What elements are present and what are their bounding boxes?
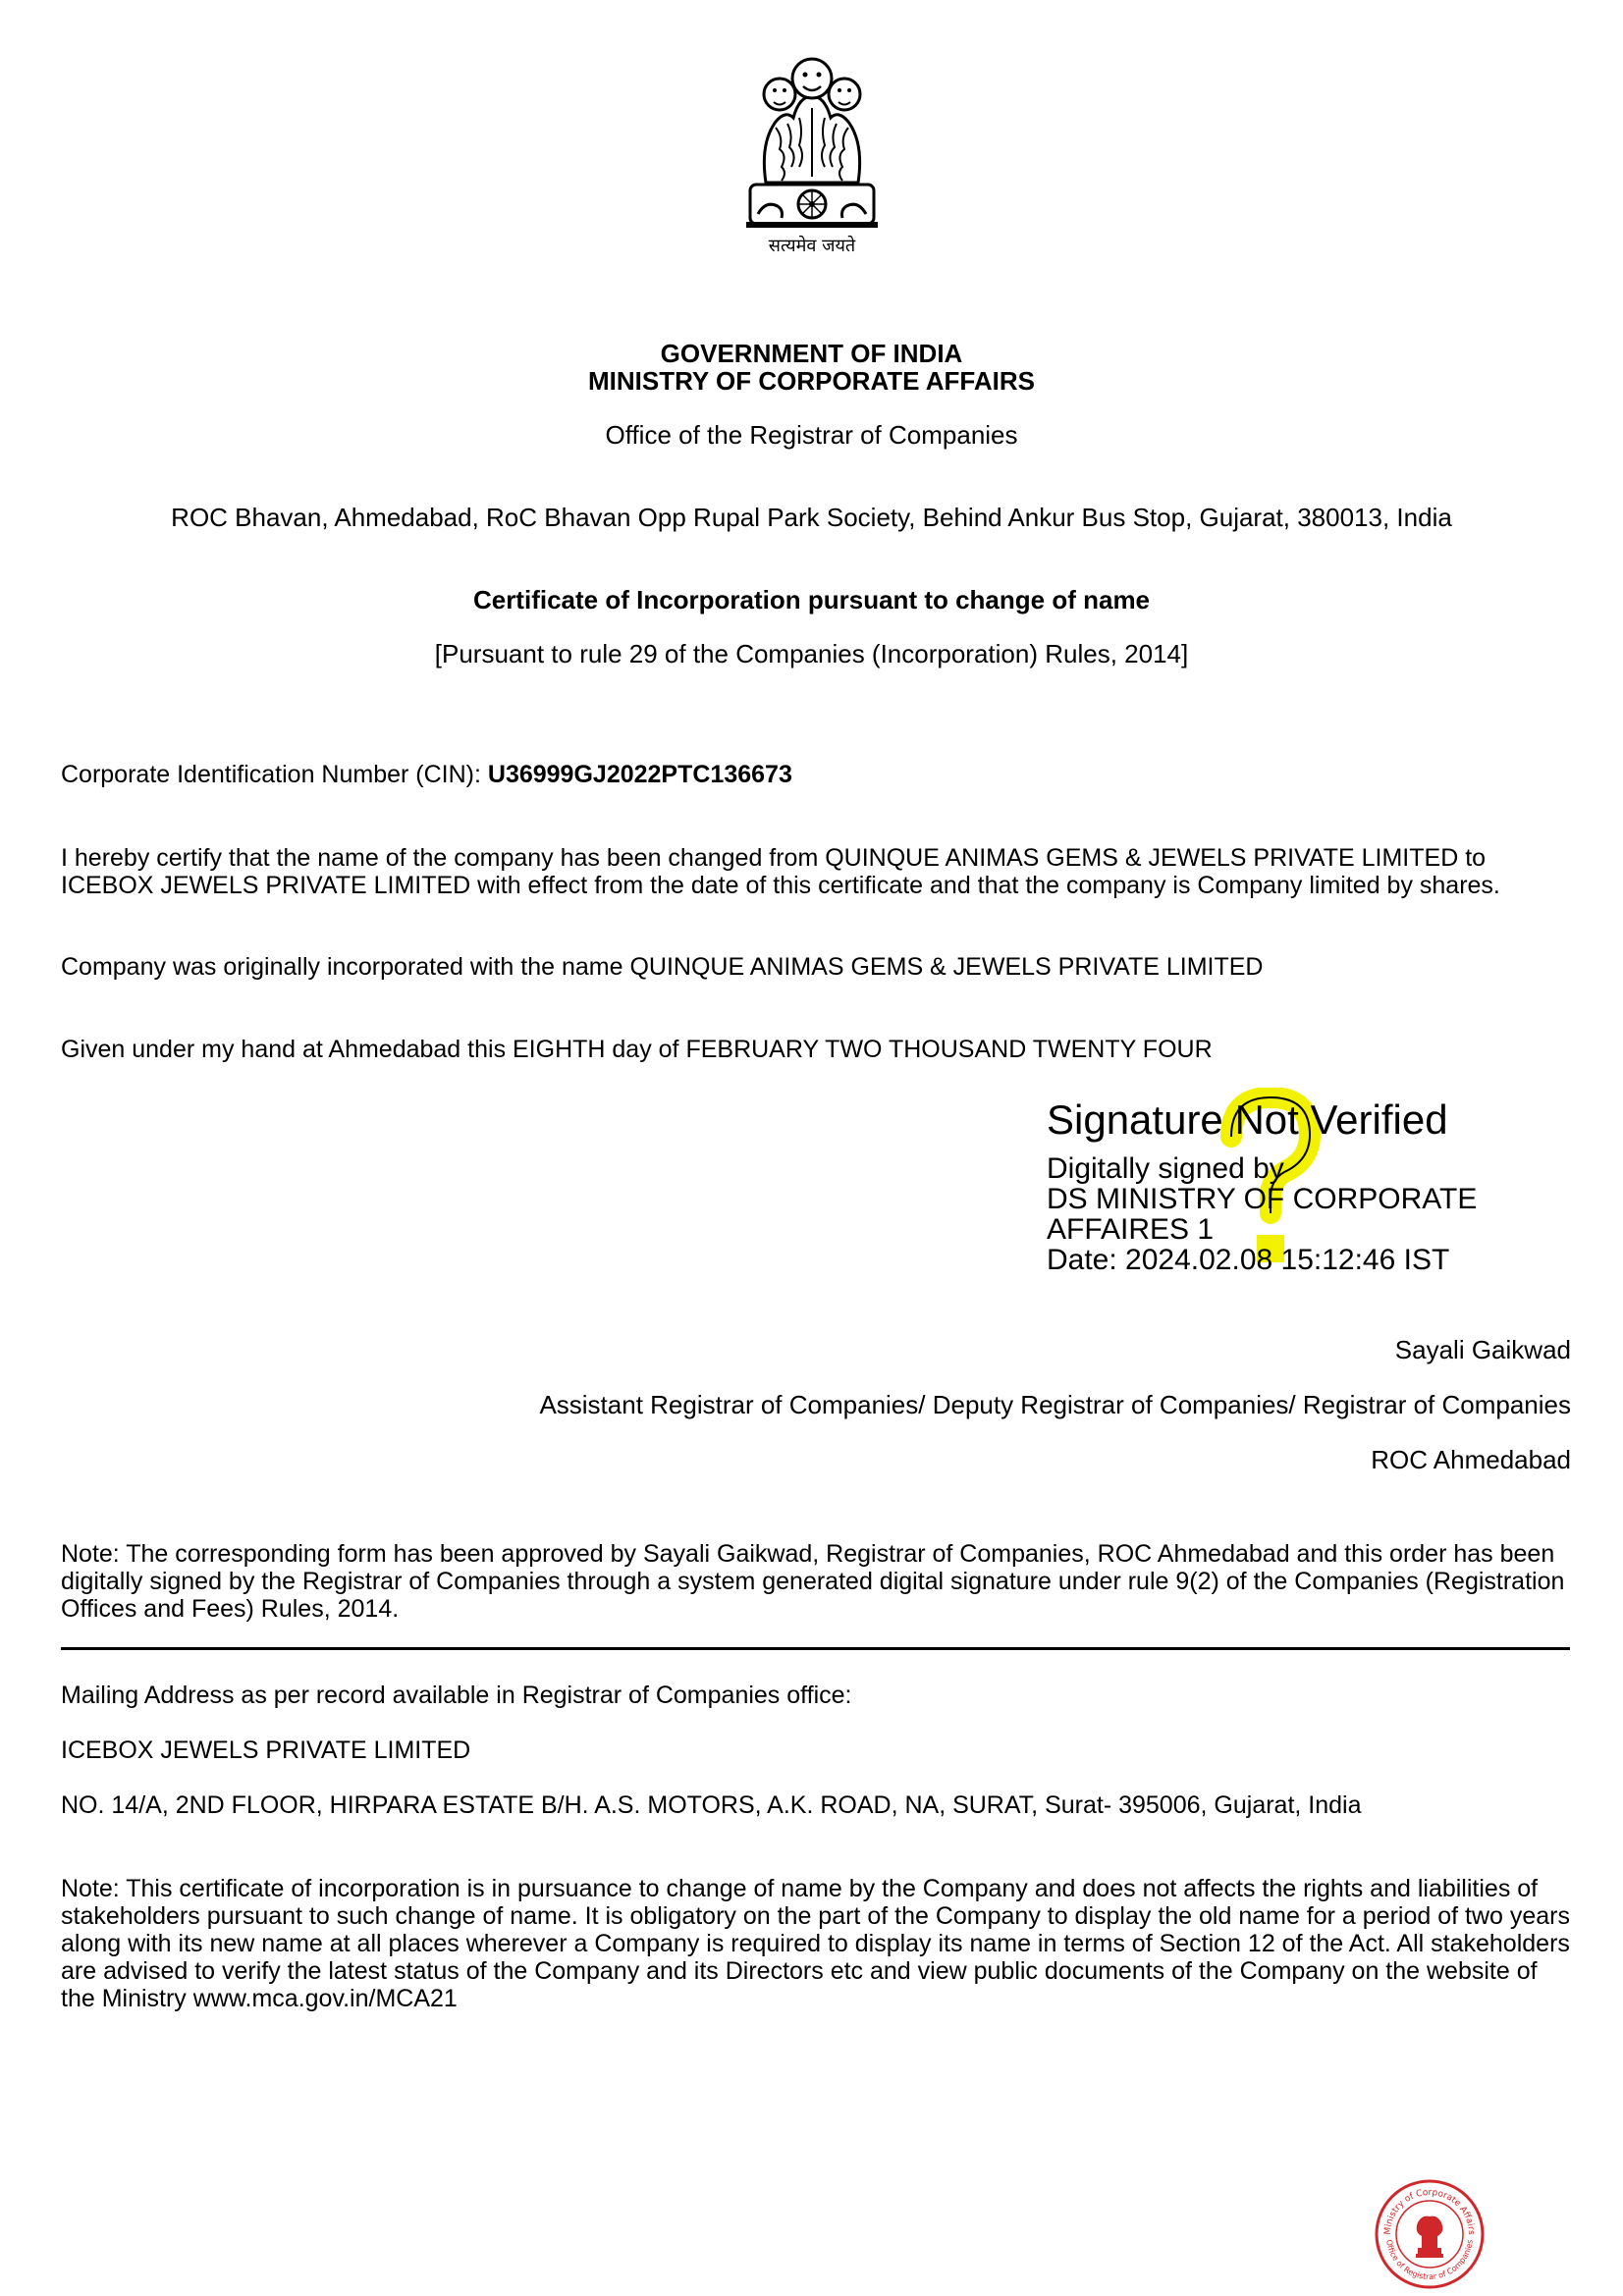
certificate-subtitle: [Pursuant to rule 29 of the Companies (Incorporation) Rules, 2014] <box>434 639 1189 668</box>
national-emblem <box>729 49 895 255</box>
header-office: Office of the Registrar of Companies <box>605 420 1018 450</box>
cin-label: Corporate Identification Number (CIN): <box>61 761 488 788</box>
signature-line-1: Digitally signed by <box>1047 1152 1284 1185</box>
roc-seal <box>1373 2177 1487 2291</box>
roc-seal-icon <box>1373 2177 1487 2291</box>
signature-date: Date: 2024.02.08 15:12:46 IST <box>1047 1244 1450 1276</box>
approval-note: Note: The corresponding form has been approved by Sayali Gaikwad, Registrar of Companies, ROC Ahmedabad and this order has been digitally signed by the Registrar of Companies through a system generated digital signature under rule 9(2) of the Companies (Registration Offices and Fees) Rules, 2014. <box>61 1540 1565 1623</box>
signatory-office: ROC Ahmedabad <box>1371 1445 1571 1474</box>
national-emblem-icon <box>729 49 895 255</box>
svg-text:Office of Registrar of Compani: Office of Registrar of Companies <box>1384 2238 1475 2282</box>
given-under-hand: Given under my hand at Ahmedabad this EIGHTH day of FEBRUARY TWO THOUSAND TWENTY FOUR <box>61 1036 1213 1063</box>
header-ministry: MINISTRY OF CORPORATE AFFAIRS <box>587 366 1035 396</box>
signatory-designation: Assistant Registrar of Companies/ Deputy Registrar of Companies/ Registrar of Companies <box>539 1390 1571 1419</box>
signature-line-2: DS MINISTRY OF CORPORATE <box>1047 1183 1478 1215</box>
cin-line <box>61 761 1573 788</box>
cin-value: U36999GJ2022PTC136673 <box>487 761 792 788</box>
original-name-paragraph: Company was originally incorporated with the name QUINQUE ANIMAS GEMS & JEWELS PRIVATE LIMITED <box>61 953 1264 981</box>
header-address: ROC Bhavan, Ahmedabad, RoC Bhavan Opp Rupal Park Society, Behind Ankur Bus Stop, Gujarat, 380013, India <box>171 503 1452 532</box>
signatory-name: Sayali Gaikwad <box>1394 1335 1571 1364</box>
emblem-motto: सत्यमेव जयते <box>768 236 856 255</box>
signature-status: Signature Not Verified <box>1047 1096 1448 1143</box>
divider <box>61 1647 1570 1650</box>
header-government: GOVERNMENT OF INDIA <box>660 339 963 368</box>
mailing-label: Mailing Address as per record available in Registrar of Companies office: <box>61 1682 852 1709</box>
digital-signature-block <box>1047 1096 1508 1275</box>
mailing-address: NO. 14/A, 2ND FLOOR, HIRPARA ESTATE B/H. A.S. MOTORS, A.K. ROAD, NA, SURAT, Surat- 395006, Gujarat, India <box>61 1791 1362 1819</box>
name-change-note: Note: This certificate of incorporation is in pursuance to change of name by the Company and does not affects the rights and liabilities of stakeholders pursuant to such change of name. It is obligatory on the part of the Company to display the old name for a period of two years along with its new name at all places wherever a Company is required to display its name in terms of Section 12 of the Act. All stakeholders are advised to verify the latest status of the Company and its Directors etc and view public documents of the Company on the website of the Ministry www.mca.gov.in/MCA21 <box>61 1875 1570 2012</box>
signature-line-3: AFFAIRES 1 <box>1047 1213 1215 1246</box>
mailing-company: ICEBOX JEWELS PRIVATE LIMITED <box>61 1736 471 1764</box>
certificate-title: Certificate of Incorporation pursuant to change of name <box>472 585 1151 614</box>
svg-text:Ministry of Corporate Affairs: Ministry of Corporate Affairs <box>1382 2187 1477 2236</box>
certify-paragraph: I hereby certify that the name of the company has been changed from QUINQUE ANIMAS GEMS & JEWELS PRIVATE LIMITED to ICEBOX JEWELS PRIVATE LIMITED with effect from the date of this certificate and that the company is Company limited by shares. <box>61 844 1500 899</box>
